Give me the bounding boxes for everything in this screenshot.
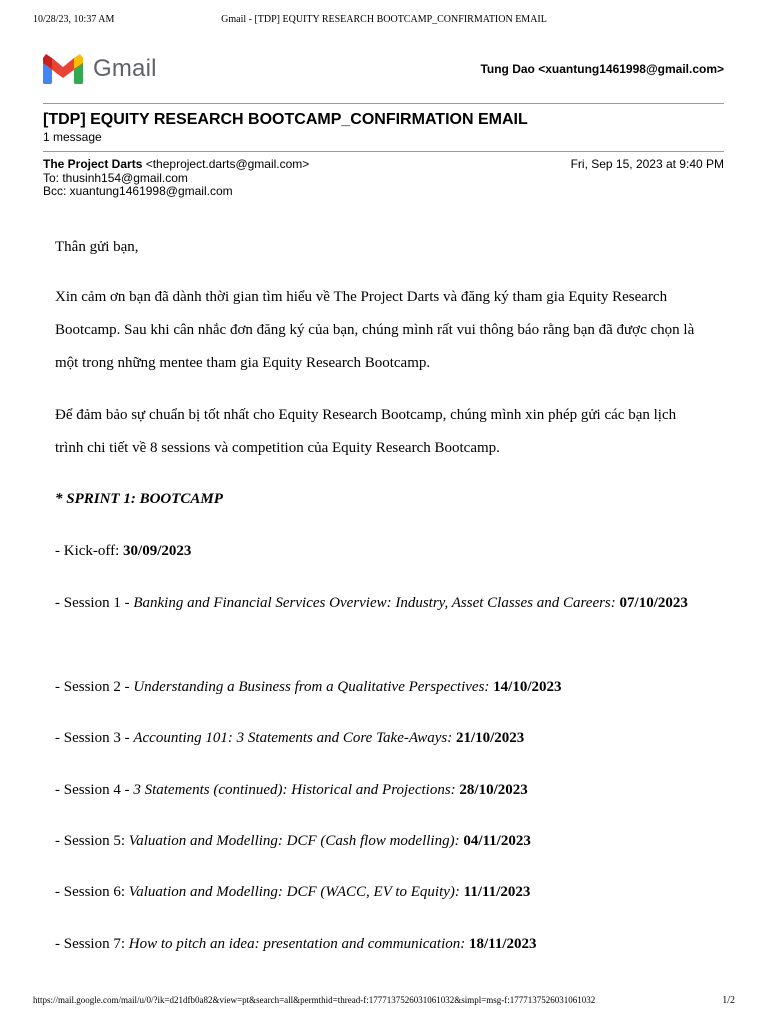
session-line: - Session 5: Valuation and Modelling: DCF (Cash flow modelling): 04/11/2023 xyxy=(55,833,531,849)
recipient-to: To: thusinh154@gmail.com xyxy=(43,171,188,185)
gmail-logo xyxy=(43,54,157,84)
print-page-title: Gmail - [TDP] EQUITY RESEARCH BOOTCAMP_CONFIRMATION EMAIL xyxy=(221,14,547,25)
gmail-m-icon xyxy=(43,54,83,84)
divider xyxy=(43,151,724,152)
print-timestamp: 10/28/23, 10:37 AM xyxy=(33,14,115,25)
session-line: - Session 7: How to pitch an idea: presentation and communication: 18/11/2023 xyxy=(55,936,537,952)
account-label: Tung Dao <xuantung1461998@gmail.com> xyxy=(480,62,724,76)
gmail-wordmark: Gmail xyxy=(93,55,157,82)
email-paragraph-2: Để đảm bảo sự chuẩn bị tốt nhất cho Equity Research Bootcamp, chúng mình xin phép gửi các bạn lịch trình chi tiết về 8 sessions và competition của Equity Research Bootcamp. xyxy=(55,407,677,456)
email-paragraph-1: Xin cảm ơn bạn đã dành thời gian tìm hiểu về The Project Darts và đăng ký tham gia Equity Research Bootcamp. Sau khi cân nhắc đơn đăng ký của bạn, chúng mình rất vui thông báo rằng bạn đã được chọn là một trong những mentee tham gia Equity Research Bootcamp. xyxy=(55,289,695,371)
page-number: 1/2 xyxy=(722,995,735,1006)
thread-subject: [TDP] EQUITY RESEARCH BOOTCAMP_CONFIRMATION EMAIL xyxy=(43,111,528,128)
session-line: - Session 2 - Understanding a Business from a Qualitative Perspectives: 14/10/2023 xyxy=(55,679,562,695)
email-greeting: Thân gửi bạn, xyxy=(55,239,139,255)
session-line: - Session 4 - 3 Statements (continued): Historical and Projections: 28/10/2023 xyxy=(55,782,528,798)
session-line: - Session 6: Valuation and Modelling: DCF (WACC, EV to Equity): 11/11/2023 xyxy=(55,884,531,900)
print-header xyxy=(33,14,735,28)
sender-email: <theproject.darts@gmail.com> xyxy=(145,157,310,171)
session-line: - Session 3 - Accounting 101: 3 Statements and Core Take-Aways: 21/10/2023 xyxy=(55,730,525,746)
message-count: 1 message xyxy=(43,130,102,144)
message-date: Fri, Sep 15, 2023 at 9:40 PM xyxy=(570,157,724,171)
divider xyxy=(43,103,724,104)
session-line: - Session 1 - Banking and Financial Services Overview: Industry, Asset Classes and Careers: 07/10/2023 xyxy=(55,595,688,611)
print-footer xyxy=(33,995,735,1009)
kickoff-line: - Kick-off: 30/09/2023 xyxy=(55,543,192,559)
recipient-bcc: Bcc: xuantung1461998@gmail.com xyxy=(43,184,233,198)
print-url: https://mail.google.com/mail/u/0/?ik=d21dfb0a82&view=pt&search=all&permthid=thread-f:1777137526031061032&simpl=msg-f:1777137526031061032 xyxy=(33,995,596,1005)
sender-line xyxy=(43,157,309,171)
sprint-heading: * SPRINT 1: BOOTCAMP xyxy=(55,491,223,507)
sender-name: The Project Darts xyxy=(43,157,143,171)
